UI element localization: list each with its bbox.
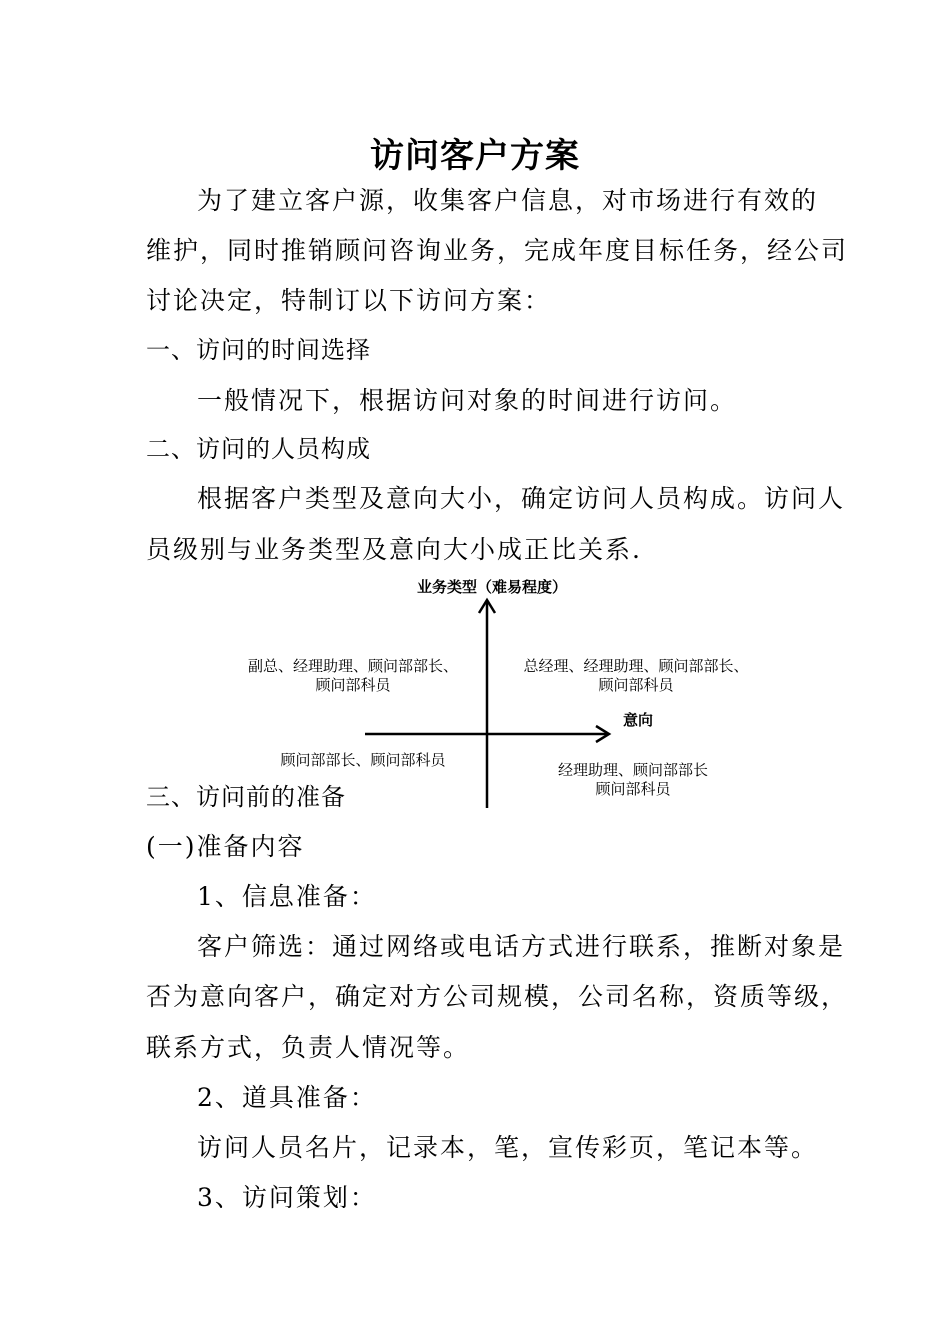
intro-line-3: 讨论决定，特制订以下访问方案： [146,286,552,315]
item-2-body: 访问人员名片，记录本，笔，宣传彩页，笔记本等。 [197,1133,819,1162]
quadrant-top-left [239,657,467,695]
section-3-subheading: (一)准备内容 [146,832,305,861]
quadrant-top-right-line-1: 总经理、经理助理、顾问部部长、 [523,657,749,675]
item-1-body-line-3: 联系方式，负责人情况等。 [146,1033,471,1062]
item-1-body-line-1: 客户筛选：通过网络或电话方式进行联系，推断对象是 [197,932,846,961]
section-1-heading: 一、访问的时间选择 [146,336,371,364]
quadrant-bottom-right-line-2: 顾问部科员 [595,780,671,798]
item-2-title: 2、道具准备： [197,1083,377,1112]
section-3-heading: 三、访问前的准备 [146,783,346,811]
section-2-heading: 二、访问的人员构成 [146,435,371,463]
quadrant-bottom-left [269,751,457,770]
quadrant-top-left-line-2: 顾问部科员 [315,676,391,694]
quadrant-bottom-right-line-1: 经理助理、顾问部部长 [557,761,708,779]
intro-line-2: 维护，同时推销顾问咨询业务，完成年度目标任务，经公司 [146,236,849,265]
item-3-title: 3、访问策划： [197,1183,377,1212]
document-title: 访问客户方案 [370,136,580,176]
section-2-body-line-2: 员级别与业务类型及意向大小成正比关系. [146,535,642,564]
item-1-body-line-2: 否为意向客户，确定对方公司规模，公司名称，资质等级， [146,982,849,1011]
quadrant-top-left-line-1: 副总、经理助理、顾问部部长、 [247,657,458,675]
section-2-body-line-1: 根据客户类型及意向大小，确定访问人员构成。访问人 [197,484,846,513]
quadrant-bottom-left-line-1: 顾问部部长、顾问部科员 [280,751,446,769]
intro-line-1: 为了建立客户源，收集客户信息，对市场进行有效的 [197,186,819,215]
quadrant-top-right-line-2: 顾问部科员 [598,676,674,694]
quadrant-top-right [514,657,758,695]
x-axis-label: 意向 [623,711,654,729]
item-1-title: 1、信息准备： [197,882,377,911]
section-1-body: 一般情况下，根据访问对象的时间进行访问。 [197,386,738,415]
y-axis-label: 业务类型（难易程度） [417,578,568,596]
quadrant-bottom-right [548,761,718,799]
